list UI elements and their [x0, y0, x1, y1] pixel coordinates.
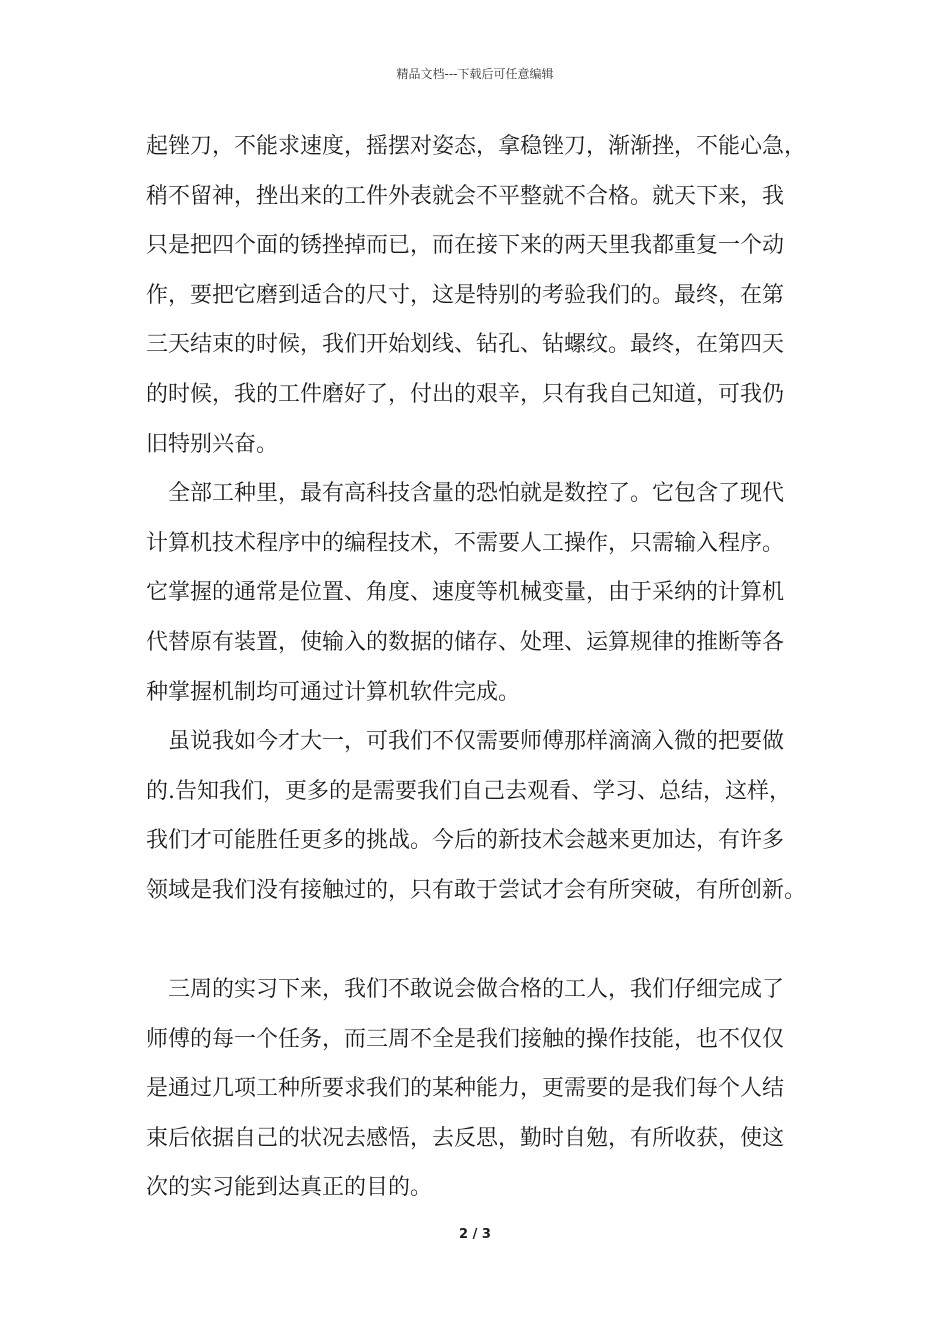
- text-line: 的时候，我的工件磨好了，付出的艰辛，只有我自己知道，可我仍: [146, 381, 785, 407]
- blank-line: [146, 916, 836, 966]
- paragraph-4: [146, 965, 836, 1213]
- text-line: 我们才可能胜任更多的挑战。今后的新技术会越来更加达，有许多: [146, 828, 785, 854]
- text-line: 师傅的每一个任务，而三周不全是我们接触的操作技能，也不仅仅: [146, 1026, 785, 1052]
- text-line: 稍不留神，挫出来的工件外表就会不平整就不合格。就天下来，我: [146, 183, 785, 209]
- text-line: 领域是我们没有接触过的，只有敢于尝试才会有所突破，有所创新。: [146, 877, 807, 903]
- paragraph-3: [146, 717, 836, 915]
- page-number: 2 / 3: [459, 1227, 491, 1242]
- text-line: 种掌握机制均可通过计算机软件完成。: [146, 679, 521, 705]
- text-line: 只是把四个面的锈挫掉而已，而在接下来的两天里我都重复一个动: [146, 233, 785, 259]
- text-line: 它掌握的通常是位置、角度、速度等机械变量，由于采纳的计算机: [146, 580, 785, 606]
- text-line: 旧特别兴奋。: [146, 431, 279, 457]
- text-line: 全部工种里，最有高科技含量的恐怕就是数控了。它包含了现代: [146, 481, 785, 507]
- text-line: 是通过几项工种所要求我们的某种能力，更需要的是我们每个人结: [146, 1076, 785, 1102]
- paragraph-2: [146, 469, 836, 717]
- page-header: 精品文档---下载后可任意编辑: [396, 67, 554, 81]
- paragraph-1: [146, 122, 836, 469]
- text-line: 代替原有装置，使输入的数据的储存、处理、运算规律的推断等各: [146, 629, 785, 655]
- text-line: 三天结束的时候，我们开始划线、钻孔、钻螺纹。最终，在第四天: [146, 332, 785, 358]
- text-line: 次的实习能到达真正的目的。: [146, 1175, 433, 1201]
- text-line: 计算机技术程序中的编程技术，不需要人工操作，只需输入程序。: [146, 530, 785, 556]
- text-line: 作，要把它磨到适合的尺寸，这是特别的考验我们的。最终，在第: [146, 282, 785, 308]
- text-line: 起锉刀，不能求速度，摇摆对姿态，拿稳锉刀，渐渐挫，不能心急，: [146, 134, 807, 159]
- document-body: [146, 122, 836, 1213]
- text-line: 虽说我如今才大一，可我们不仅需要师傅那样滴滴入微的把要做: [146, 729, 785, 755]
- text-line: 束后依据自己的状况去感悟，去反思，勤时自勉，有所收获，使这: [146, 1125, 785, 1151]
- text-line: 的.告知我们，更多的是需要我们自己去观看、学习、总结，这样，: [146, 778, 791, 804]
- text-line: 三周的实习下来，我们不敢说会做合格的工人，我们仔细完成了: [146, 977, 785, 1003]
